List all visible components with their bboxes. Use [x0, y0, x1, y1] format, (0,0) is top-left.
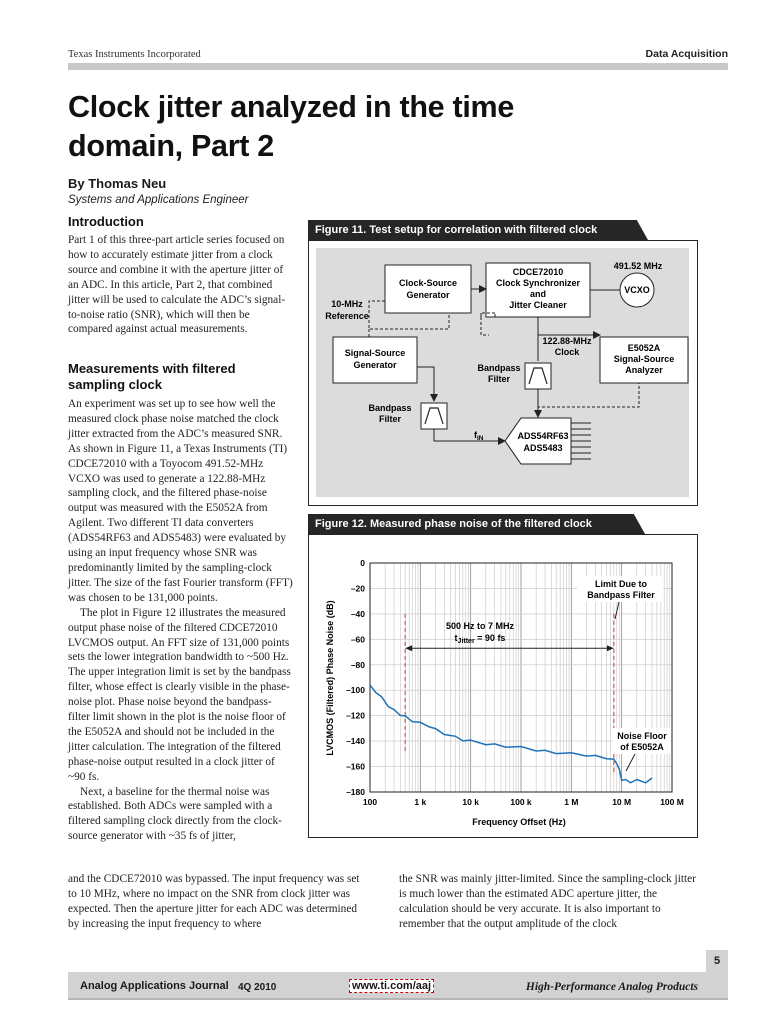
heading-introduction: Introduction: [68, 214, 144, 229]
brand-tagline: High-Performance Analog Products: [525, 981, 698, 993]
ref-label-1: 10-MHz: [331, 299, 363, 309]
y-axis-ticks: [346, 558, 365, 797]
phase-noise-chart: [309, 535, 696, 836]
ref-label-2: Reference: [325, 311, 369, 321]
figure11-caption: Figure 11. Test setup for correlation with filtered clock: [308, 220, 633, 240]
y-tick-label: –40: [350, 608, 365, 619]
journal-name: Analog Applications Journal: [80, 980, 229, 992]
ssg-label-1: Signal-Source: [344, 348, 406, 358]
author: By Thomas Neu: [68, 176, 167, 191]
y-axis-label: LVCMOS (Filtered) Phase Noise (dB): [325, 600, 335, 756]
x-tick-label: 100 M: [660, 797, 684, 807]
x-tick-label: 10 M: [612, 797, 632, 807]
csg-label-2: Generator: [406, 290, 450, 300]
figure12-caption: Figure 12. Measured phase noise of the filtered clock: [308, 514, 630, 534]
y-tick-label: –120: [346, 710, 365, 721]
floor-annotation-2: of E5052A: [620, 742, 664, 752]
floor-annotation-1: Noise Floor: [617, 731, 667, 741]
x-axis-label: Frequency Offset (Hz): [472, 817, 566, 827]
issue-label: 4Q 2010: [238, 982, 277, 993]
x-tick-label: 1 k: [414, 797, 427, 807]
intro-paragraph: [68, 233, 290, 337]
bandpass-filter-clock: [525, 363, 551, 389]
y-tick-label: –140: [346, 736, 365, 747]
bpf1-label-1: Bandpass: [477, 363, 521, 373]
ssg-label-2: Generator: [353, 360, 397, 370]
y-tick-label: –100: [346, 685, 365, 696]
y-tick-label: 0: [360, 558, 365, 568]
section-header: Data Acquisition: [645, 48, 728, 60]
body-bottom-left: [68, 872, 368, 932]
figure11-diagram: [309, 241, 696, 504]
paragraph-3-cont: and the CDCE72010 was bypassed. The input frequency was set to 10 MHz, where no impact on the SNR from clock jitter was expected. Then the aperture jitter for each ADC was determined by increasing the input frequency to where: [68, 873, 360, 930]
x-tick-label: 1 M: [564, 797, 579, 807]
y-tick-label: –180: [346, 787, 365, 797]
cdce-label-4: Jitter Cleaner: [509, 300, 567, 310]
fin-label: $f_{IN}$: [474, 430, 484, 442]
y-tick-label: –160: [346, 761, 365, 772]
paragraph-2: The plot in Figure 12 illustrates the measured output phase noise of the filtered CDCE72010 LVCMOS output. An FFT size of 131,000 points sets the lower integration bandwidth to ~500 Hz. The upper integration limit is set by the bandpass filter, whose effect is clearly visible in the phase-noise plot. Phase noise beyond the bandpass-filter limit shown in the plot is the noise floor of the E5052A and should not be included in the jitter calculation. The integration of the filtered phase-noise output resulted in a clock jitter of ~90 fs.: [68, 606, 291, 783]
figure12-box: [308, 534, 698, 838]
cdce-label-3: and: [529, 289, 547, 299]
x-tick-label: 100: [362, 797, 378, 807]
limit-annotation-2: Bandpass Filter: [587, 590, 655, 600]
range-label: 500 Hz to 7 MHz: [445, 621, 515, 631]
floor-annotation-pointer: [626, 754, 635, 771]
x-tick-label: 10 k: [462, 797, 479, 807]
jitter-label: $t_{Jitter} = 90$ fs: [454, 633, 506, 645]
journal-url-link[interactable]: www.ti.com/aaj: [349, 979, 434, 993]
paragraph-3: Next, a baseline for the thermal noise was established. Both ADCs were sampled with a filtered sampling clock directly from the clock-source generator with ~35 fs of jitter,: [68, 785, 282, 843]
intro-text: Part 1 of this three-part article series focused on how to accurately estimate jitter from a clock source and combine it with the aperture jitter of an ADC. In this article, Part 2, that combined jitter will be used to calculate the ADC’s signal-to-noise ratio (SNR), which will then be compared against actual measurements.: [68, 234, 286, 336]
x-axis-ticks: [363, 797, 684, 807]
paragraph-1: An experiment was set up to see how well the measured clock phase noise matched the clock jitter extracted from the ADC’s measured SNR. As shown in Figure 11, a Texas Instruments (TI) CDCE72010 with a Toyocom 491.52-MHz VCXO was used to generate a 122.88-MHz sampling clock, and the filtered phase-noise output was measured with the E5052A from Agilent. Two different TI data converters (ADS54RF63 and ADS5483) were evaluated by using an input frequency whose SNR was predominantly limited by the sampling-clock jitter. The size of the fast Fourier transform (FFT) was chosen to be 131,000 points.: [68, 398, 293, 604]
vcxo-label: VCXO: [624, 285, 650, 295]
figure12-caption-tab: [629, 514, 645, 534]
x-tick-label: 100 k: [510, 797, 532, 807]
cdce-label-1: CDCE72010: [512, 267, 564, 277]
e5052-label-3: Analyzer: [625, 365, 663, 375]
bpf2-label-1: Bandpass: [368, 403, 412, 413]
footer-rule: [68, 998, 728, 1000]
y-tick-label: –60: [350, 634, 365, 645]
header-rule: [68, 63, 728, 70]
clk-label-1: 122.88-MHz: [542, 336, 592, 346]
figure11-box: [308, 240, 698, 506]
e5052-label-2: Signal-Source: [613, 354, 675, 364]
vcxo-freq-label: 491.52 MHz: [613, 261, 663, 271]
body-bottom-right: [399, 872, 701, 932]
body-column-left: [68, 397, 293, 844]
article-title: Clock jitter analyzed in the time domain, Part 2: [68, 90, 515, 163]
range-arrowhead-left: [405, 645, 412, 651]
bpf2-label-2: Filter: [378, 414, 402, 424]
adc-label-2: ADS5483: [523, 443, 563, 453]
y-tick-label: –20: [350, 583, 365, 594]
bandpass-filter-input: [421, 403, 447, 429]
heading-measurements: Measurements with filtered sampling clock: [68, 361, 236, 392]
author-role: Systems and Applications Engineer: [68, 194, 249, 206]
e5052-label-1: E5052A: [627, 343, 661, 353]
clock-source-generator-block: [385, 265, 471, 313]
limit-annotation-1: Limit Due to: [595, 579, 647, 589]
bpf1-label-2: Filter: [487, 374, 511, 384]
publisher-header: Texas Instruments Incorporated: [68, 49, 201, 60]
cdce-label-2: Clock Synchronizer: [495, 278, 581, 288]
adc-label-1: ADS54RF63: [517, 431, 569, 441]
y-tick-label: –80: [350, 659, 365, 670]
csg-label-1: Clock-Source: [398, 278, 458, 288]
clk-label-2: Clock: [554, 347, 580, 357]
figure11-caption-tab: [632, 220, 648, 240]
paragraph-4: the SNR was mainly jitter-limited. Since the sampling-clock jitter is much lower than the estimated ADC aperture jitter, the calculation should be very accurate. It is also important to remember that the output amplitude of the clock: [399, 873, 696, 930]
page-number: 5: [706, 950, 728, 972]
